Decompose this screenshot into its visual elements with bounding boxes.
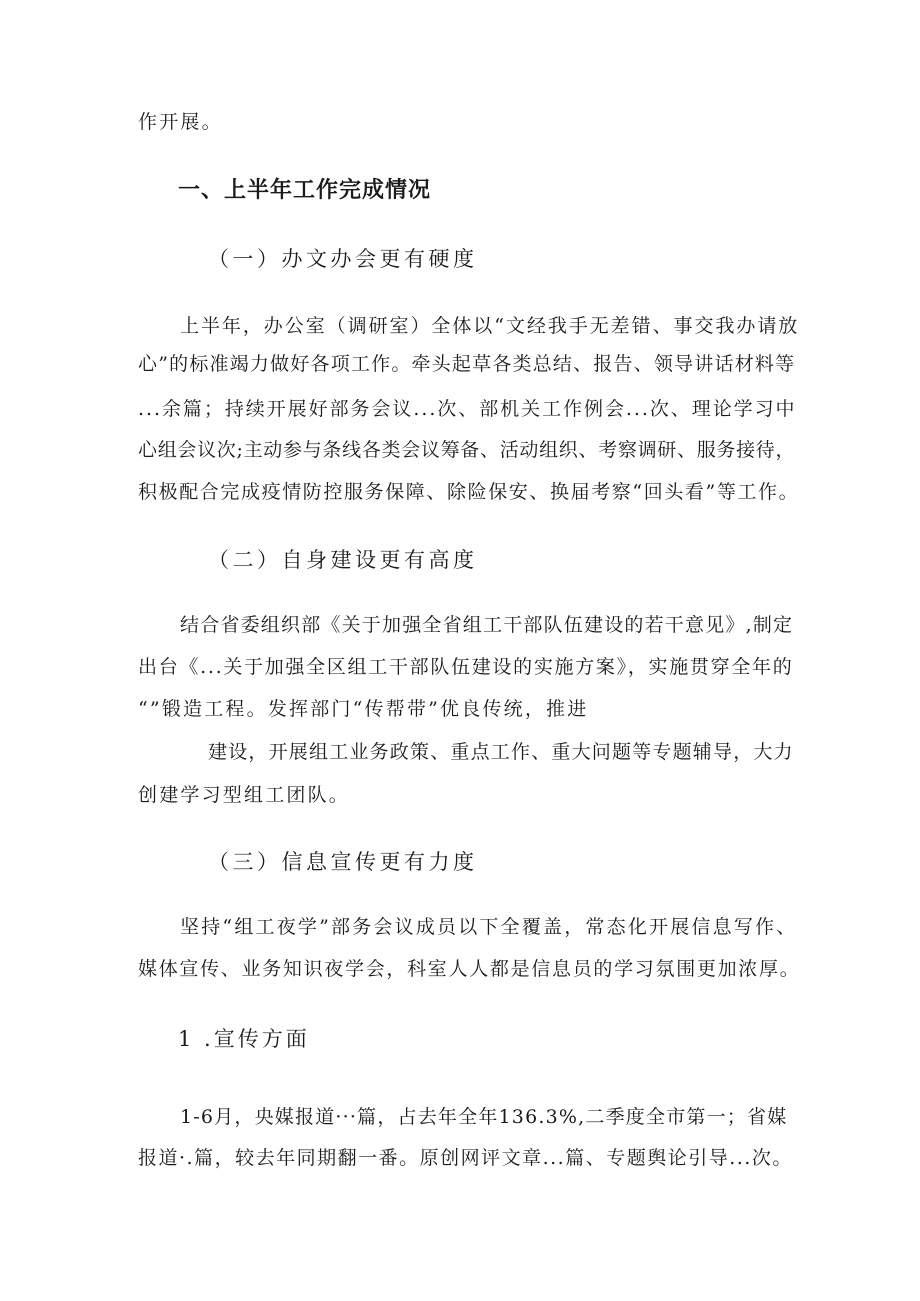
paragraph-line: 1-6月，央媒报道···篇，占去年全年136.3%,二季度全市第一；省媒 [180,1106,788,1128]
paragraph-line: “”锻造工程。发挥部门“传帮带”优良传统，推进 [138,698,589,720]
paragraph-line: 创建学习型组工团队。 [138,784,351,806]
subsection-3-heading: （三）信息宣传更有力度 [208,850,478,874]
item-1-heading: 1 .宣传方面 [178,1027,310,1051]
subsection-1-heading: （一）办文办会更有硬度 [208,247,478,271]
paragraph-line: ...余篇；持续开展好部务会议...次、部机关工作例会...次、理论学习中 [138,398,797,420]
subsection-2-heading: （二）自身建设更有高度 [208,548,478,572]
paragraph-line: 心组会议次;主动参与条线各类会议筹备、活动组织、考察调研、服务接待， [138,439,796,461]
paragraph-line: 上半年，办公室（调研室）全体以“文经我手无差错、事交我办请放 [180,315,800,337]
paragraph-line: 报道·.篇，较去年同期翻一番。原创网评文章...篇、专题舆论引导...次。 [138,1147,793,1169]
intro-tail-line: 作开展。 [138,111,223,133]
paragraph-line: 媒体宣传、业务知识夜学会，科室人人都是信息员的学习氛围更加浓厚。 [138,958,801,980]
paragraph-line: 积极配合完成疫情防控服务保障、除险保安、换届考察“回头看”等工作。 [138,481,800,503]
paragraph-line: 心”的标准竭力做好各项工作。牵头起草各类总结、报告、领导讲话材料等 [138,353,796,375]
paragraph-line: 结合省委组织部《关于加强全省组工干部队伍建设的若干意见》,制定 [180,614,794,636]
section-1-heading: 一、上半年工作完成情况 [178,178,432,203]
paragraph-line: 建设，开展组工业务政策、重点工作、重大问题等专题辅导，大力 [208,741,794,763]
paragraph-line: 坚持“组工夜学”部务会议成员以下全覆盖，常态化开展信息写作、 [180,916,798,938]
paragraph-line: 出台《...关于加强全区组工干部队伍建设的实施方案》，实施贯穿全年的 [138,656,794,678]
